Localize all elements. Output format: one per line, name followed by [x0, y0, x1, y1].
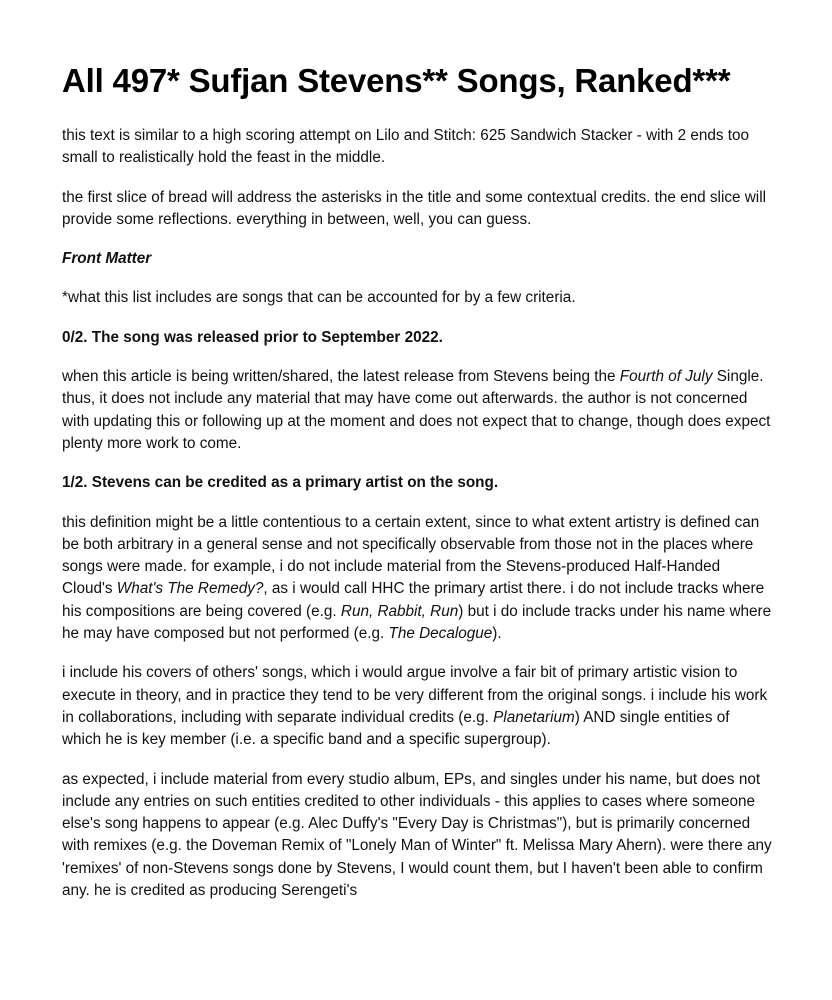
criterion-1-heading: 1/2. Stevens can be credited as a primary artist on the song. — [62, 474, 499, 492]
text-span: ) AND single entities of which he is key member (i.e. a specific band and a specific supergroup). — [62, 708, 730, 749]
italic-title: Planetarium — [493, 708, 575, 726]
italic-title: What's The Remedy? — [116, 580, 264, 598]
text-span: when this article is being written/shared, the latest release from Stevens being the — [62, 368, 620, 386]
document-page — [62, 58, 772, 919]
italic-title: Fourth of July — [619, 368, 713, 386]
criterion-0-body — [62, 366, 772, 455]
section-heading-front-matter: Front Matter — [62, 250, 152, 268]
criterion-1-paragraph-2 — [62, 662, 772, 751]
italic-title: The Decalogue — [388, 625, 493, 643]
text-span: i include his covers of others' songs, which i would argue involve a fair bit of primary artistic vision to execute in theory, and in practice they tend to be very different from the original songs. i include his work in collaborations, including with separate individual credits (e.g. — [62, 664, 768, 726]
text-span: ). — [492, 625, 502, 643]
text-span: , as i would call HHC the primary artist there. i do not include tracks where his compositions are being covered (e.g. — [62, 580, 765, 620]
criterion-1-paragraph-3: as expected, i include material from every studio album, EPs, and singles under his name, but does not include any entries on such entities credited to other individuals - this applies to cases where someone else's song happens to appear (e.g. Alec Duffy's "Every Day is Christmas"), but is primarily concerned with remixes (e.g. the Doveman Remix of "Lonely Man of Winter" ft. Melissa Mary Ahern). were there any 'remixes' of non-Stevens songs done by Stevens, I would count them, but I haven't been able to confirm any. he is credited as producing Serengeti's — [62, 770, 772, 900]
text-span: ) but i do include tracks under his name where he may have composed but not performed (e.g. — [62, 602, 772, 643]
intro-paragraph-1: this text is similar to a high scoring attempt on Lilo and Stitch: 625 Sandwich Stacker - with 2 ends too small to realistically hold the feast in the middle. — [62, 127, 750, 167]
criterion-1-paragraph-1 — [62, 512, 772, 646]
text-span: this definition might be a little contentious to a certain extent, since to what extent artistry is defined can be both arbitrary in a general sense and not specifically observable from those not in the places where songs were made. for example, i do not include material from the Stevens-produced Half-Handed Cloud's — [62, 513, 760, 598]
criteria-intro: *what this list includes are songs that can be accounted for by a few criteria. — [62, 289, 576, 307]
criterion-0-heading: 0/2. The song was released prior to September 2022. — [62, 328, 443, 346]
page-title: All 497* Sufjan Stevens** Songs, Ranked*** — [62, 62, 731, 99]
intro-paragraph-2: the first slice of bread will address the asterisks in the title and some contextual credits. the end slice will provide some reflections. everything in between, well, you can guess. — [62, 188, 766, 228]
italic-title: Run, Rabbit, Run — [340, 602, 459, 620]
text-span: Single. thus, it does not include any material that may have come out afterwards. the author is not concerned with updating this or following up at the moment and does not expect that to change, though does expect plenty more work to come. — [62, 368, 771, 452]
